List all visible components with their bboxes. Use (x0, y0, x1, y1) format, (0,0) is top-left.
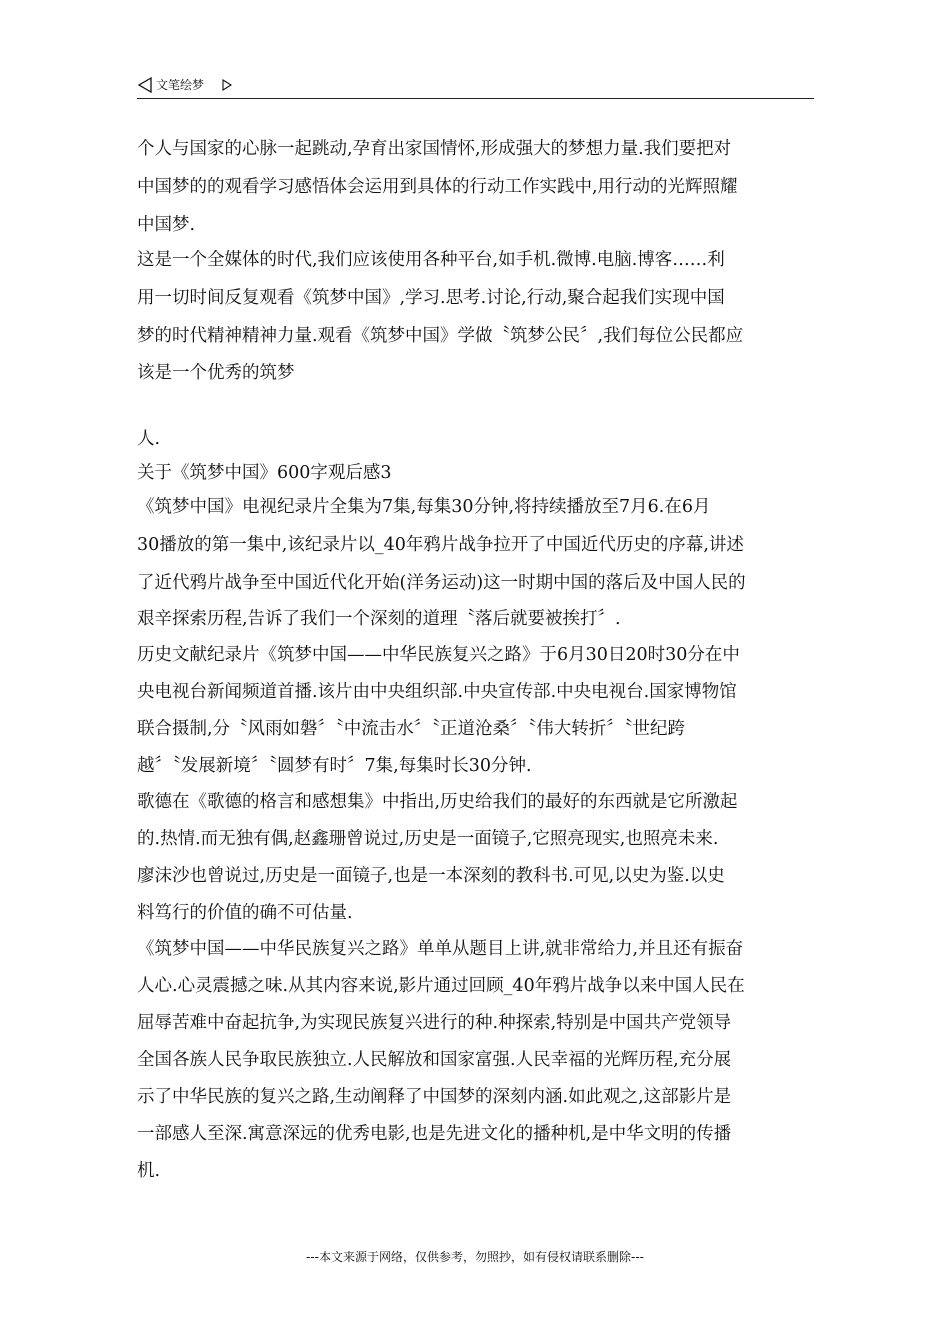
header-title: 文笔绘梦 (156, 78, 205, 92)
text-line: 了近代鸦片战争至中国近代化开始(洋务运动)这一时期中国的落后及中国人民的 (137, 573, 746, 593)
triangle-left-outline-icon (137, 77, 153, 93)
text-line: 歌德在《歌德的格言和感想集》中指出,历史给我们的最好的东西就是它所激起 (137, 792, 738, 812)
triangle-right-outline-icon (221, 76, 233, 88)
text-line: 的.热情.而无独有偶,赵鑫珊曾说过,历史是一面镜子,它照亮现实,也照亮未来. (137, 829, 719, 849)
text-line: 中国梦的的观看学习感悟体会运用到具体的行动工作实践中,用行动的光辉照耀 (137, 177, 738, 197)
text-line: 人心.心灵震撼之味.从其内容来说,影片通过回顾_40年鸦片战争以来中国人民在 (137, 976, 745, 996)
text-line: 料笃行的价值的确不可估量. (137, 903, 353, 923)
text-line: 央电视台新闻频道首播.该片由中央组织部.中央宣传部.中央电视台.国家博物馆 (137, 682, 737, 702)
text-line: 关于《筑梦中国》600字观后感3 (137, 463, 392, 483)
text-line: 《筑梦中国》电视纪录片全集为7集,每集30分钟,将持续播放至7月6.在6月 (137, 497, 711, 517)
text-line: 人. (137, 429, 161, 449)
text-line: 廖沫沙也曾说过,历史是一面镜子,也是一本深刻的教科书.可见,以史为鉴.以史 (137, 866, 725, 886)
text-line: 示了中华民族的复兴之路,生动阐释了中国梦的深刻内涵.如此观之,这部影片是 (137, 1087, 732, 1107)
text-line: 用一切时间反复观看《筑梦中国》,学习.思考.讨论,行动,聚合起我们实现中国 (137, 288, 725, 308)
text-line: 《筑梦中国——中华民族复兴之路》单单从题目上讲,就非常给力,并且还有振奋 (137, 939, 744, 959)
text-line: 机. (137, 1161, 161, 1181)
text-line: 全国各族人民争取民族独立.人民解放和国家富强.人民幸福的光辉历程,充分展 (137, 1050, 732, 1070)
page-header (137, 74, 814, 99)
text-line: 30播放的第一集中,该纪录片以_40年鸦片战争拉开了中国近代历史的序幕,讲述 (137, 535, 744, 555)
text-line: 这是一个全媒体的时代,我们应该使用各种平台,如手机.微博.电脑.博客……利 (137, 250, 725, 270)
text-line: 中国梦. (137, 215, 196, 235)
text-line: 屈辱苦难中奋起抗争,为实现民族复兴进行的种.种探索,特别是中国共产党领导 (137, 1013, 732, 1033)
text-line: 联合摄制,分〝风雨如磐〞〝中流击水〞〝正道沧桑〞〝伟大转折〞〝世纪跨 (137, 719, 686, 739)
text-line: 个人与国家的心脉一起跳动,孕育出家国情怀,形成强大的梦想力量.我们要把对 (137, 139, 732, 159)
text-line: 历史文献纪录片《筑梦中国——中华民族复兴之路》于6月30日20时30分在中 (137, 645, 740, 665)
text-line: 越〞〝发展新境〞〝圆梦有时〞7集,每集时长30分钟. (137, 756, 532, 776)
text-line: 一部感人至深.寓意深远的优秀电影,也是先进文化的播种机,是中华文明的传播 (137, 1124, 732, 1144)
footer-disclaimer: ---本文来源于网络，仅供参考，勿照抄，如有侵权请联系删除--- (306, 1250, 644, 1264)
text-line: 该是一个优秀的筑梦 (137, 363, 295, 383)
text-line: 艰辛探索历程,告诉了我们一个深刻的道理〝落后就要被挨打〞. (137, 609, 621, 629)
text-line: 梦的时代精神精神力量.观看《筑梦中国》学做〝筑梦公民〞,我们每位公民都应 (137, 326, 744, 346)
